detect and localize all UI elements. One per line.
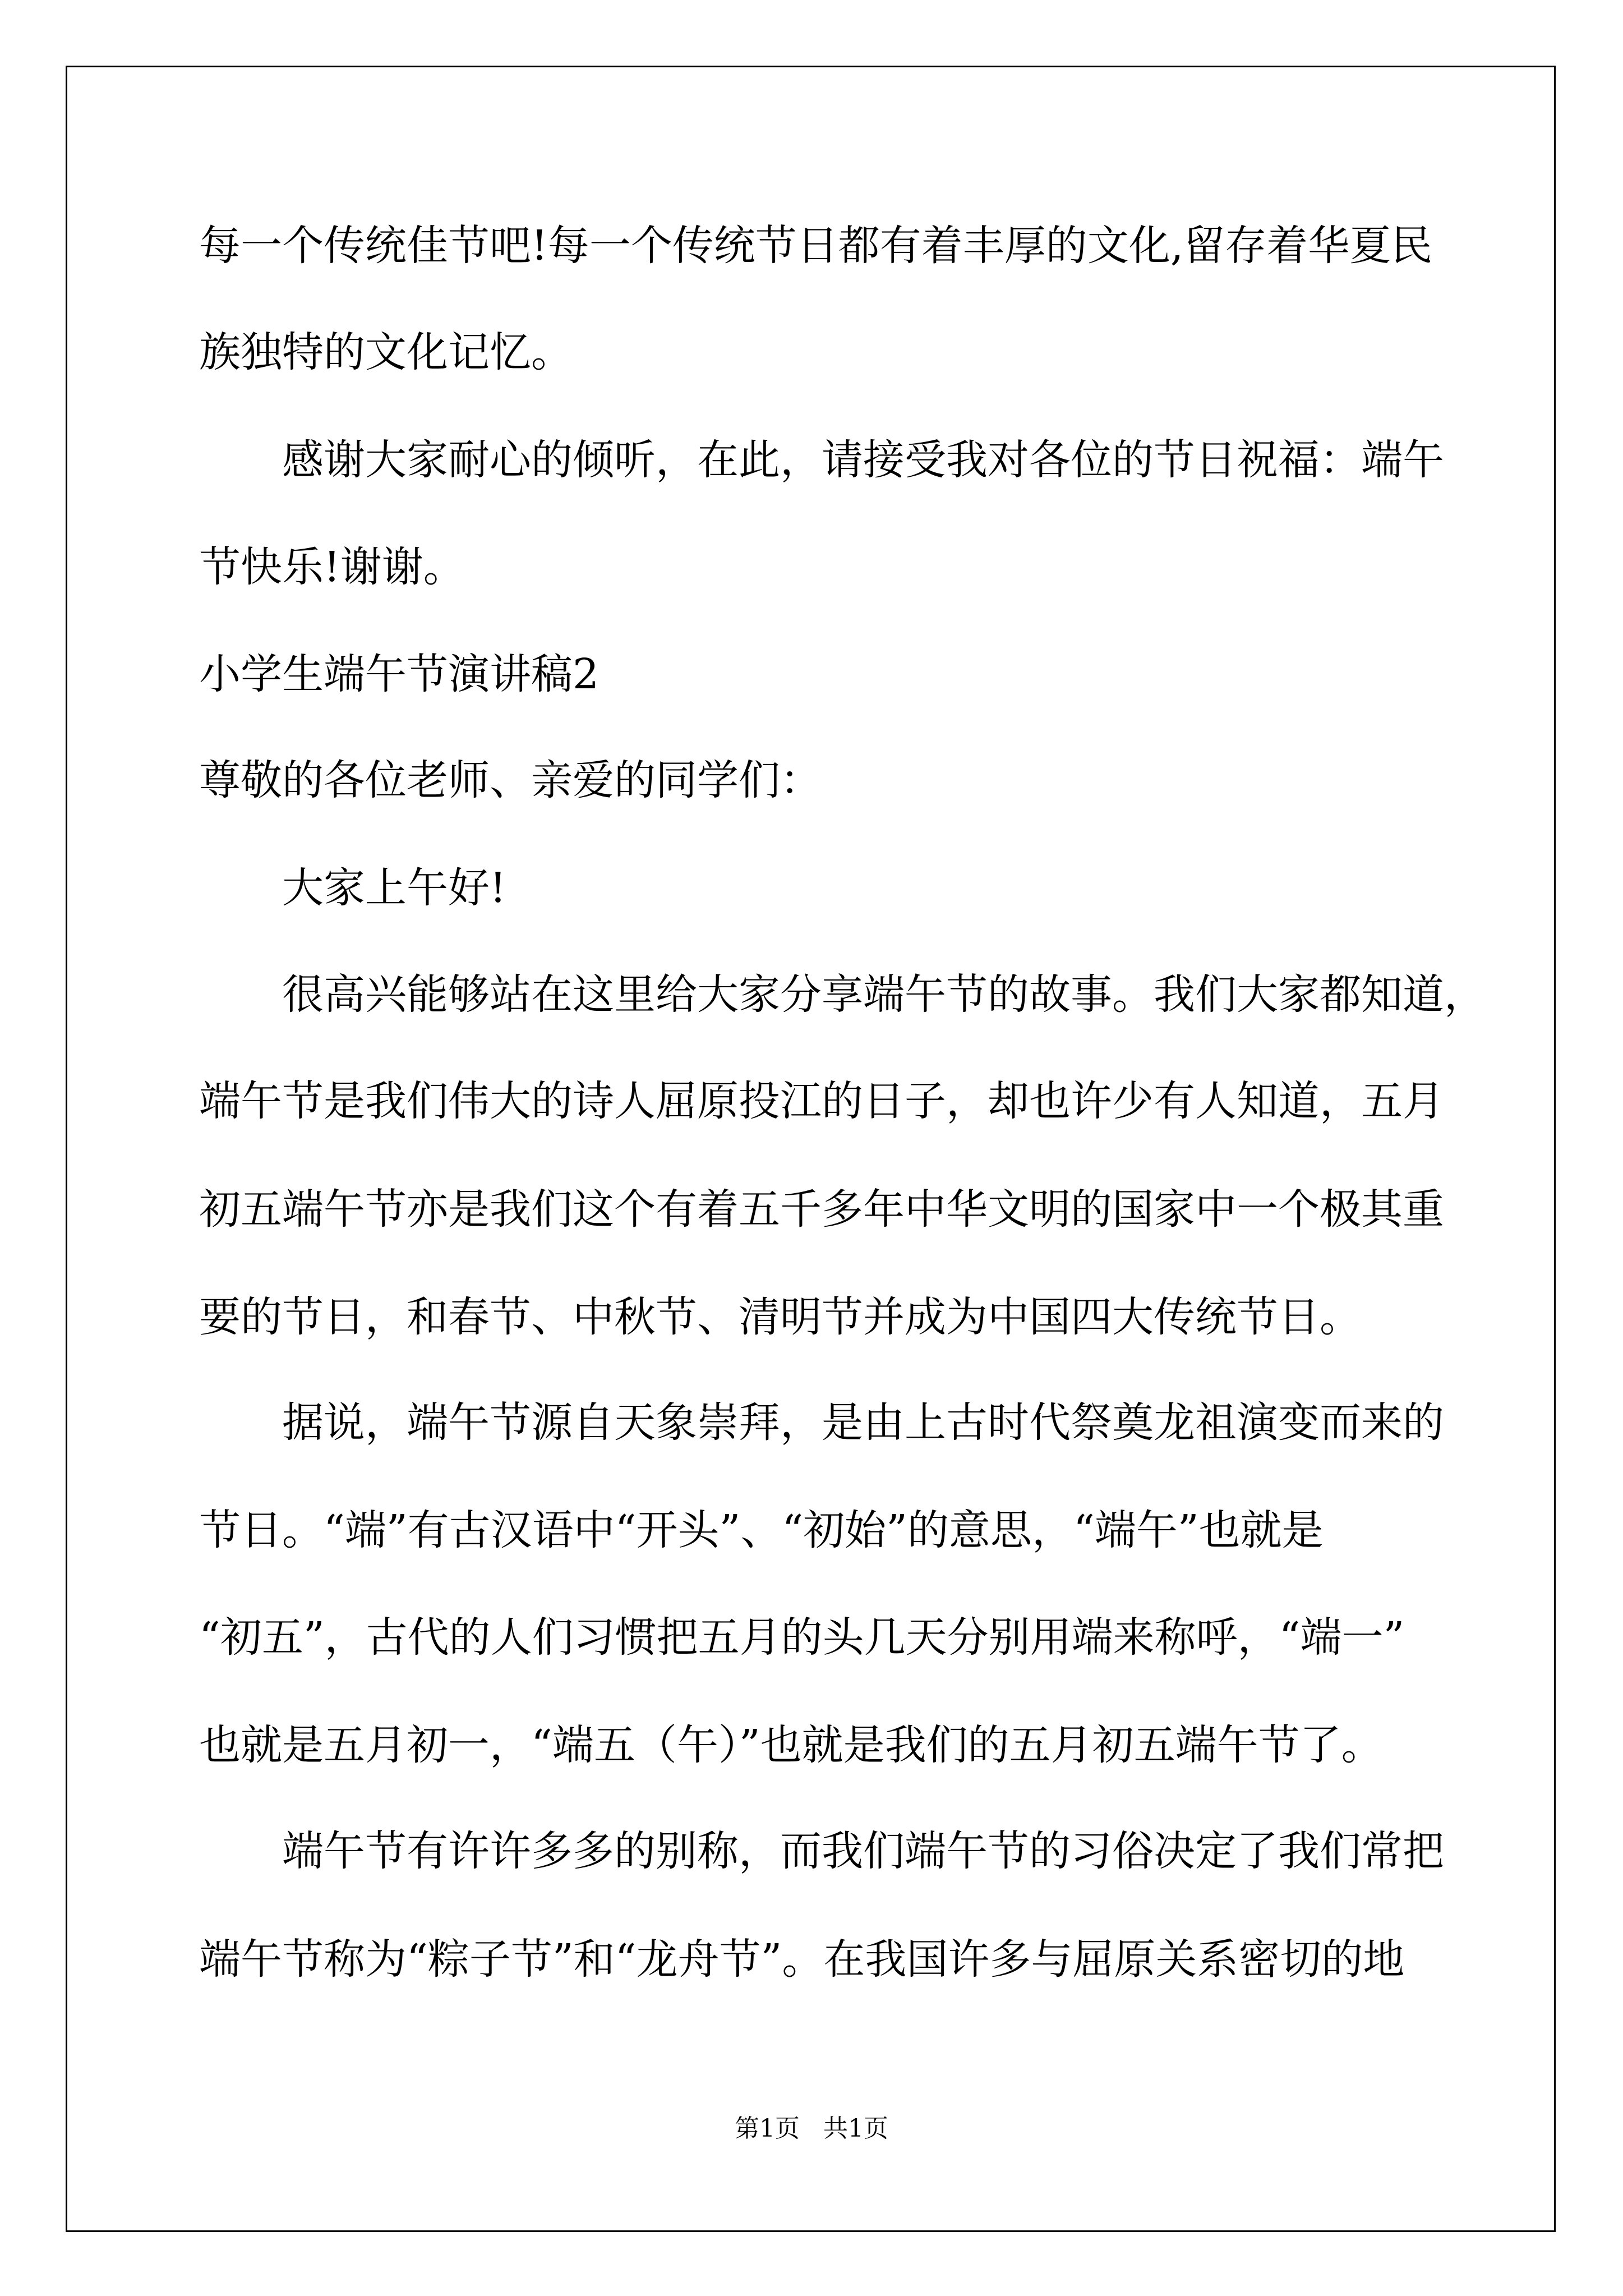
text-line: 据说，端午节源自天象崇拜，是由上古时代祭奠龙祖演变而来的 (282, 1398, 1444, 1447)
text-line: 感谢大家耐心的倾听，在此，请接受我对各位的节日祝福：端午 (282, 436, 1444, 484)
section-title: 小学生端午节演讲稿2 (199, 650, 600, 698)
text-line: 初五端午节亦是我们这个有着五千多年中华文明的国家中一个极其重 (199, 1185, 1444, 1234)
text-line: 也就是五月初一，“端五（午）”也就是我们的五月初五端午节了。 (199, 1721, 1383, 1769)
text-line: 节快乐!谢谢。 (199, 543, 465, 591)
text-line: 端午节是我们伟大的诗人屈原投江的日子，却也许少有人知道，五月 (199, 1077, 1444, 1125)
text-line: 每一个传统佳节吧!每一个传统节日都有着丰厚的文化,留存着华夏民 (199, 222, 1433, 270)
salutation: 尊敬的各位老师、亲爱的同学们： (199, 756, 822, 804)
text-line: 端午节有许许多多的别称，而我们端午节的习俗决定了我们常把 (282, 1827, 1444, 1875)
text-line: 族独特的文化记忆。 (199, 328, 573, 376)
text-line: 节日。“端”有古汉语中“开头”、“初始”的意思，“端午”也就是 (199, 1506, 1324, 1554)
text-line: 端午节称为“粽子节”和“龙舟节”。在我国许多与屈原关系密切的地 (199, 1935, 1405, 1984)
page-footer: 第1页 共1页 (735, 2114, 888, 2143)
text-line: 要的节日，和春节、中秋节、清明节并成为中国四大传统节日。 (199, 1293, 1361, 1341)
text-line: 很高兴能够站在这里给大家分享端午节的故事。我们大家都知道， (282, 970, 1486, 1019)
text-line: “初五”，古代的人们习惯把五月的头几天分别用端来称呼，“端一” (199, 1613, 1405, 1662)
page-border (66, 66, 1556, 2232)
greeting: 大家上午好! (282, 864, 506, 912)
